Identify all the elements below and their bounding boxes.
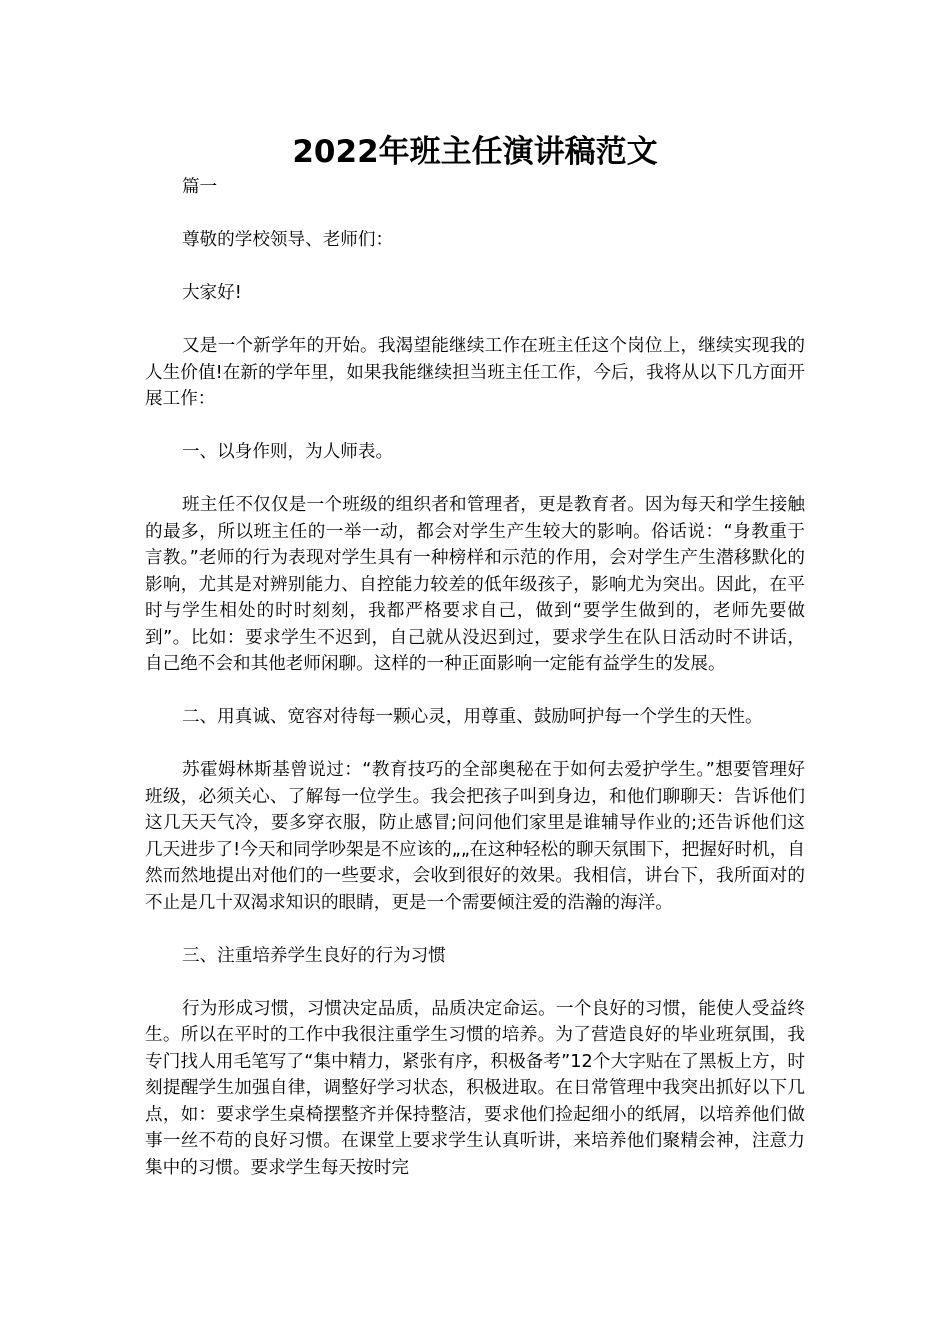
- paragraph-gap: [145, 731, 805, 758]
- point-heading: 一、以身作则，为人师表。: [181, 442, 394, 462]
- document-title: 2022年班主任演讲稿范文: [292, 134, 658, 170]
- body-paragraph: 又是一个新学年的开始。我渴望能继续工作在班主任这个岗位上，继续实现我的人生价值!在新的学年里，如果我能继续担当班主任工作，今后，我将从以下几方面开展工作：: [145, 336, 805, 409]
- point-heading: 三、注重培养学生良好的行为习惯: [181, 945, 446, 966]
- paragraph-gap: [145, 201, 805, 228]
- body-paragraph: 班主任不仅仅是一个班级的组织者和管理者，更是教育者。因为每天和学生接触的最多，所以班主任的一举一动，都会对学生产生较大的影响。俗话说：“身教重于言教。”老师的行为表现对学生具有一种榜样和示范的作用，会对学生产生潜移默化的影响，尤其是对辨别能力、自控能力较差的低年级孩子，影响尤为突出。因此，在平时与学生相处的时时刻刻，我都严格要求自己，做到“要学生做到的，老师先要做到”。比如：要求学生不迟到，自己就从没迟到过，要求学生在队日活动时不讲话，自己绝不会和其他老师闲聊。这样的一种正面影响一定能有益学生的发展。: [145, 495, 805, 674]
- paragraph-gap: [145, 678, 805, 705]
- salutation: 尊敬的学校领导、老师们：: [181, 230, 394, 250]
- body-paragraph: 苏霍姆林斯基曾说过：“教育技巧的全部奥秘在于如何去爱护学生。”想要管理好班级，必须关心、了解每一位学生。我会把孩子叫到身边，和他们聊聊天：告诉他们这几天天气冷，要多穿衣服，防止感冒;问问他们家里是谁辅导作业的;还告诉他们这几天进步了!今天和同学吵架是不应该的„„在这种轻松的聊天氛围下，把握好时机，自然而然地提出对他们的一些要求，会收到很好的效果。我相信，讲台下，我所面对的不止是几十双渴求知识的眼睛，更是一个需要倾注爱的浩瀚的海洋。: [145, 760, 805, 913]
- document-page: [145, 126, 805, 1181]
- paragraph-gap: [145, 413, 805, 440]
- paragraph-gap: [145, 916, 805, 943]
- section-heading: 篇一: [181, 177, 218, 197]
- paragraph-gap: [145, 969, 805, 996]
- paragraph-gap: [145, 254, 805, 281]
- paragraph-gap: [145, 307, 805, 334]
- body-paragraph: 行为形成习惯，习惯决定品质，品质决定命运。一个良好的习惯，能使人受益终生。所以在平时的工作中我很注重学生习惯的培养。为了营造良好的毕业班氛围，我专门找人用毛笔写了“集中精力，紧张有序，积极备考”12个大字贴在了黑板上方，时刻提醒学生加强自律，调整好学习状态，积极进取。在日常管理中我突出抓好以下几点，如：要求学生桌椅摆整齐并保持整洁，要求他们捡起细小的纸屑，以培养他们做事一丝不苟的良好习惯。在课堂上要求学生认真听讲，来培养他们聚精会神，注意力集中的习惯。要求学生每天按时完: [145, 998, 805, 1178]
- point-heading: 二、用真诚、宽容对待每一颗心灵，用尊重、鼓励呵护每一个学生的天性。: [181, 707, 763, 727]
- greeting: 大家好!: [181, 283, 242, 303]
- paragraph-gap: [145, 466, 805, 493]
